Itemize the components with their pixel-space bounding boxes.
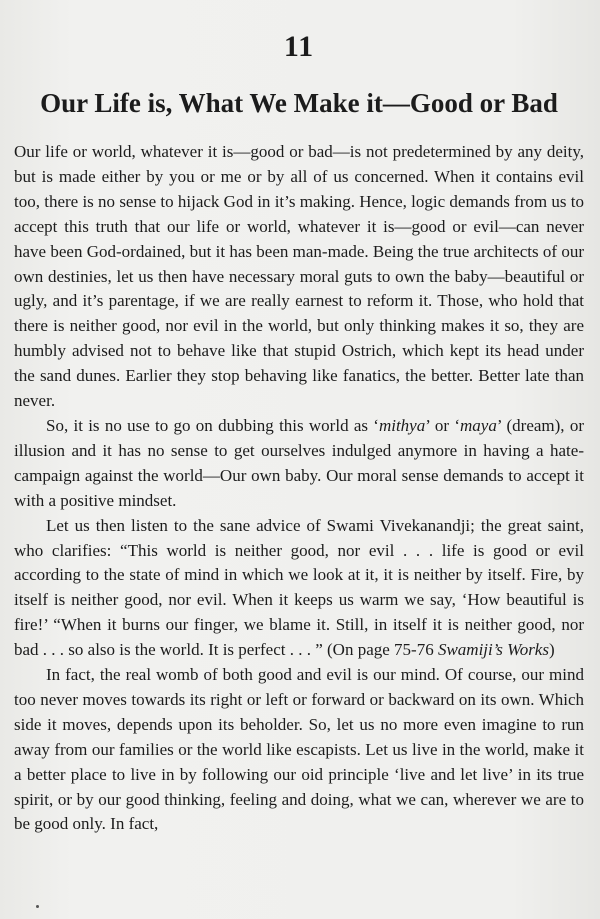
paragraph-3	[14, 514, 584, 663]
paragraph-text: ’ or ‘	[425, 415, 460, 435]
citation-title: Swamiji’s Works	[437, 640, 549, 660]
term-maya: maya	[460, 415, 497, 435]
paragraph-text: So, it is no use to go on dubbing this world as ‘	[46, 415, 379, 435]
paragraph-text: )	[548, 640, 555, 660]
chapter-title: Our Life is, What We Make it—Good or Bad	[40, 88, 558, 118]
chapter-number: 11	[283, 30, 315, 63]
page-speck	[36, 905, 39, 908]
chapter-body	[14, 140, 584, 837]
paragraph-2	[14, 414, 584, 514]
paragraph-text: ’ (dream), or illusion and it has no sense to get ourselves indulged anymore in having a hate-campaign against the world—Our own baby. Our moral sense demands to accept it with a positive mindset.	[14, 415, 584, 510]
paragraph-text: Our life or world, whatever it is—good or bad—is not predetermined by any deity, but is made either by you or me or by all of us concerned. When it contains evil too, there is no sense to hijack God in it’s making. Hence, logic demands from us to accept this truth that our life or world, whatever it is—good or evil—can never have been God-ordained, but it has been man-made. Being the true architects of our own destinies, let us then have necessary moral guts to own the baby—beautiful or ugly, and it’s parentage, if we are really earnest to reform it. Those, who hold that there is neither good, nor evil in the world, but only thinking makes it so, they are humbly advised not to behave like that stupid Ostrich, which kept its head under the sand dunes. Earlier they stop behaving like fanatics, the better. Better late than never.	[14, 142, 584, 411]
paragraph-4	[14, 663, 584, 837]
term-mithya: mithya	[378, 415, 426, 435]
paragraph-1	[14, 140, 584, 414]
paragraph-text: In fact, the real womb of both good and evil is our mind. Of course, our mind too never moves towards its right or left or forward or backward on its own. Which side it moves, depends upon its beholder. So, let us no more even imagine to run away from our families or the world like escapists. Let us live in the world, make it a better place to live in by following our oid principle ‘live and let live’ in its true spirit, or by our good thinking, feeling and doing, what we can, wherever we are to be good only. In fact,	[14, 665, 584, 834]
paragraph-text: Let us then listen to the sane advice of Swami Vivekanandji; the great saint, who clarifies: “This world is neither good, nor evil . . . life is good or evil according to the state of mind in which we look at it, it is neither by itself. Fire, by itself is neither good, nor evil. When it keeps us warm we say, ‘How beautiful is fire!’ “When it burns our finger, we blame it. Still, in itself it is neither good, nor bad . . . so also is the world. It is perfect . . . ” (On page 75-76	[14, 515, 584, 660]
